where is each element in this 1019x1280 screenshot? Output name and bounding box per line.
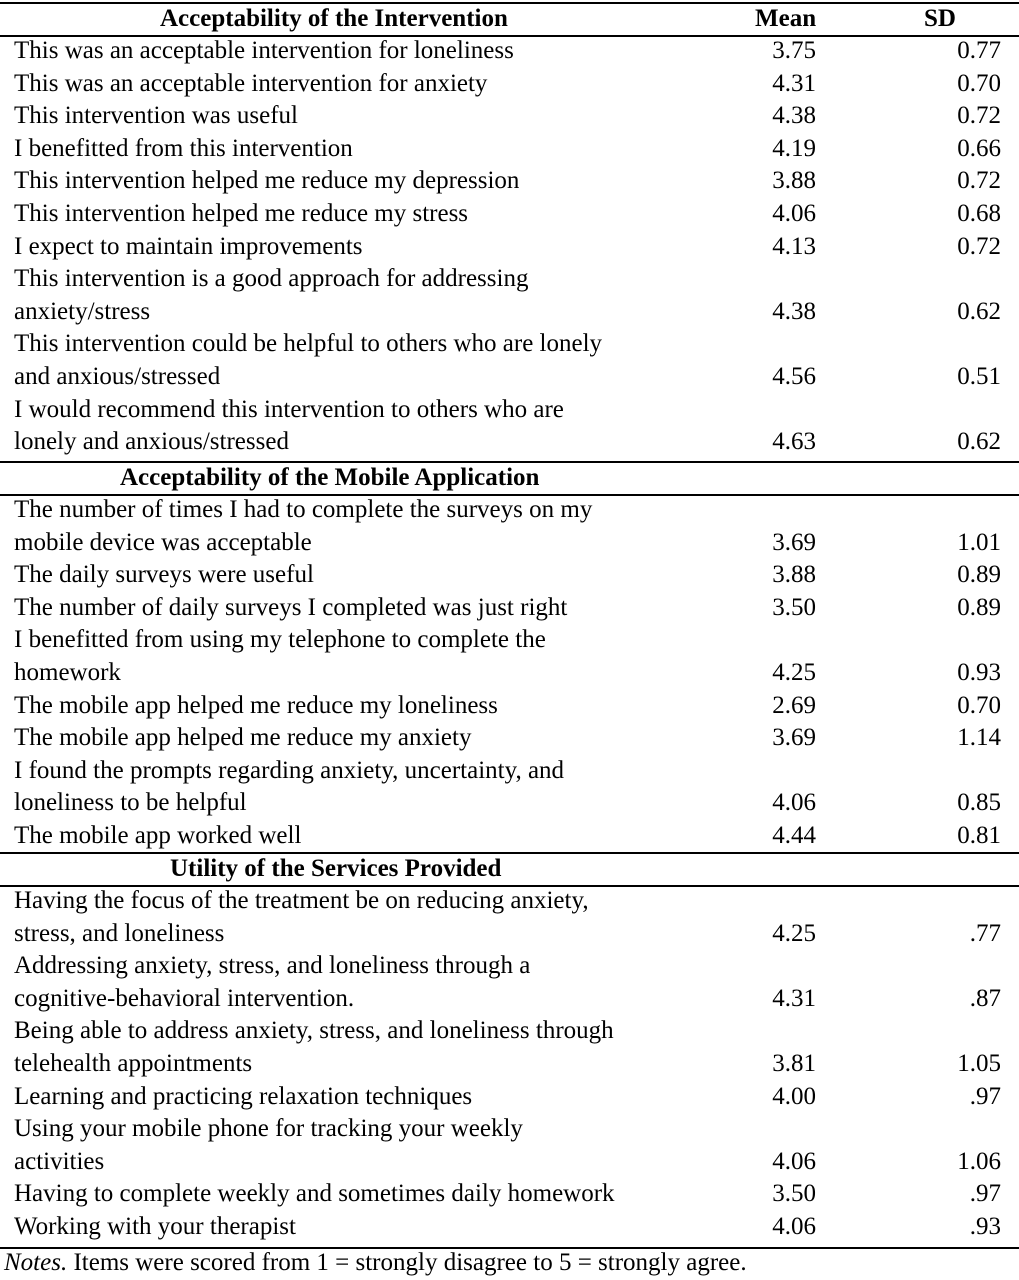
mean-value: 4.38 <box>772 297 816 325</box>
row-label: The mobile app helped me reduce my anxiety <box>14 724 472 752</box>
row-label: anxiety/stress <box>14 297 151 325</box>
sd-value: 0.70 <box>957 69 1001 97</box>
sd-value: .97 <box>969 1180 1001 1208</box>
row-label: This was an acceptable intervention for loneliness <box>14 37 514 64</box>
table-row <box>0 1081 1019 1114</box>
sd-value: .87 <box>969 984 1001 1012</box>
table-row <box>0 328 1019 393</box>
section-title: Acceptability of the Mobile Application <box>120 464 540 491</box>
row-label: cognitive-behavioral intervention. <box>14 984 355 1012</box>
row-label: I found the prompts regarding anxiety, uncertainty, and <box>14 756 565 784</box>
row-label: and anxious/stressed <box>14 362 221 390</box>
sd-value: 1.06 <box>957 1147 1001 1175</box>
row-label: I expect to maintain improvements <box>14 232 363 260</box>
sd-value: 1.01 <box>957 528 1001 556</box>
mean-value: 3.88 <box>772 561 816 589</box>
row-label: Having the focus of the treatment be on reducing anxiety, <box>14 887 589 914</box>
row-label: stress, and loneliness <box>14 919 225 947</box>
row-label: activities <box>14 1147 105 1175</box>
row-label: Working with your therapist <box>14 1213 296 1240</box>
sd-value: .93 <box>969 1213 1001 1240</box>
mean-value: 3.50 <box>772 593 816 621</box>
sd-value: 0.62 <box>957 297 1001 325</box>
table-row <box>0 68 1019 101</box>
row-label: This intervention could be helpful to others who are lonely <box>14 330 603 358</box>
notes-label: Notes. <box>4 1249 68 1276</box>
sd-value: 0.72 <box>957 102 1001 130</box>
mean-value: 2.69 <box>772 691 816 719</box>
sd-value: 0.68 <box>957 200 1001 227</box>
row-label: I benefitted from this intervention <box>14 134 353 162</box>
sd-value: 0.72 <box>957 232 1001 260</box>
row-label: The daily surveys were useful <box>14 561 314 589</box>
sd-value: .77 <box>969 919 1001 947</box>
table-row <box>0 35 1019 68</box>
row-label: This was an acceptable intervention for anxiety <box>14 69 488 97</box>
mean-value: 3.69 <box>772 724 816 752</box>
sd-value: 0.51 <box>957 362 1001 390</box>
sd-value: 0.72 <box>957 167 1001 195</box>
sd-value: 1.05 <box>957 1049 1001 1077</box>
row-label: This intervention was useful <box>14 102 298 130</box>
table-row <box>0 950 1019 1015</box>
mean-value: 3.69 <box>772 528 816 556</box>
table-row <box>0 722 1019 755</box>
mean-value: 4.00 <box>772 1082 816 1110</box>
mean-value: 4.56 <box>772 362 816 390</box>
mean-value: 4.06 <box>772 789 816 817</box>
column-header-sd: SD <box>924 5 956 32</box>
mean-value: 3.50 <box>772 1180 816 1208</box>
row-label: Addressing anxiety, stress, and loneliness through a <box>14 952 531 980</box>
table-row <box>0 263 1019 328</box>
table-row <box>0 624 1019 689</box>
table-row <box>0 592 1019 625</box>
sd-value: 1.14 <box>957 724 1001 752</box>
row-label: I would recommend this intervention to others who are <box>14 395 564 423</box>
mean-value: 3.81 <box>772 1049 816 1077</box>
sd-value: 0.89 <box>957 593 1001 621</box>
table-notes <box>4 1247 747 1279</box>
mean-value: 3.75 <box>772 37 816 64</box>
row-label: lonely and anxious/stressed <box>14 428 289 456</box>
mean-value: 4.63 <box>772 428 816 456</box>
mean-value: 4.31 <box>772 69 816 97</box>
table-row <box>0 559 1019 592</box>
table-row <box>0 885 1019 950</box>
table-row <box>0 231 1019 264</box>
table-row <box>0 820 1019 853</box>
mean-value: 4.25 <box>772 919 816 947</box>
table-row <box>0 133 1019 166</box>
table-row <box>0 1211 1019 1244</box>
sd-value: 0.93 <box>957 658 1001 686</box>
sd-value: 0.85 <box>957 789 1001 817</box>
table-row <box>0 494 1019 559</box>
table-row <box>0 198 1019 231</box>
mean-value: 4.06 <box>772 1147 816 1175</box>
row-label: I benefitted from using my telephone to complete the <box>14 626 546 654</box>
table-row <box>0 165 1019 198</box>
sd-value: 0.70 <box>957 691 1001 719</box>
table-row <box>0 1178 1019 1211</box>
column-header-mean: Mean <box>755 5 817 32</box>
row-label: Learning and practicing relaxation techniques <box>14 1082 473 1110</box>
mean-value: 4.44 <box>772 822 816 849</box>
table-row <box>0 755 1019 820</box>
row-label: telehealth appointments <box>14 1049 253 1077</box>
table-row <box>0 100 1019 133</box>
section-title: Utility of the Services Provided <box>170 855 502 882</box>
mean-value: 4.38 <box>772 102 816 130</box>
mean-value: 4.25 <box>772 658 816 686</box>
mean-value: 4.31 <box>772 984 816 1012</box>
mean-value: 4.06 <box>772 200 816 227</box>
sd-value: 0.62 <box>957 428 1001 456</box>
sd-value: .97 <box>969 1082 1001 1110</box>
row-label: The mobile app worked well <box>14 822 302 849</box>
row-label: homework <box>14 658 121 686</box>
row-label: This intervention is a good approach for addressing <box>14 265 529 293</box>
row-label: This intervention helped me reduce my depression <box>14 167 520 195</box>
mean-value: 4.06 <box>772 1213 816 1240</box>
row-label: loneliness to be helpful <box>14 789 247 817</box>
table-row <box>0 1113 1019 1178</box>
row-label: Having to complete weekly and sometimes daily homework <box>14 1180 615 1208</box>
row-label: Being able to address anxiety, stress, and loneliness through <box>14 1017 614 1045</box>
section-title: Acceptability of the Intervention <box>160 5 508 32</box>
table-row <box>0 394 1019 459</box>
mean-value: 3.88 <box>772 167 816 195</box>
row-label: The mobile app helped me reduce my loneliness <box>14 691 498 719</box>
notes-text: Items were scored from 1 = strongly disagree to 5 = strongly agree. <box>67 1249 747 1276</box>
sd-value: 0.81 <box>957 822 1001 849</box>
row-label: This intervention helped me reduce my stress <box>14 200 469 227</box>
row-label: The number of times I had to complete the surveys on my <box>14 496 593 523</box>
sd-value: 0.77 <box>957 37 1001 64</box>
mean-value: 4.13 <box>772 232 816 260</box>
row-label: The number of daily surveys I completed was just right <box>14 593 568 621</box>
row-label: mobile device was acceptable <box>14 528 312 556</box>
row-label: Using your mobile phone for tracking your weekly <box>14 1115 523 1143</box>
table-rule <box>0 2 1019 4</box>
table-row <box>0 690 1019 723</box>
sd-value: 0.89 <box>957 561 1001 589</box>
sd-value: 0.66 <box>957 134 1001 162</box>
table-row <box>0 1015 1019 1080</box>
mean-value: 4.19 <box>772 134 816 162</box>
